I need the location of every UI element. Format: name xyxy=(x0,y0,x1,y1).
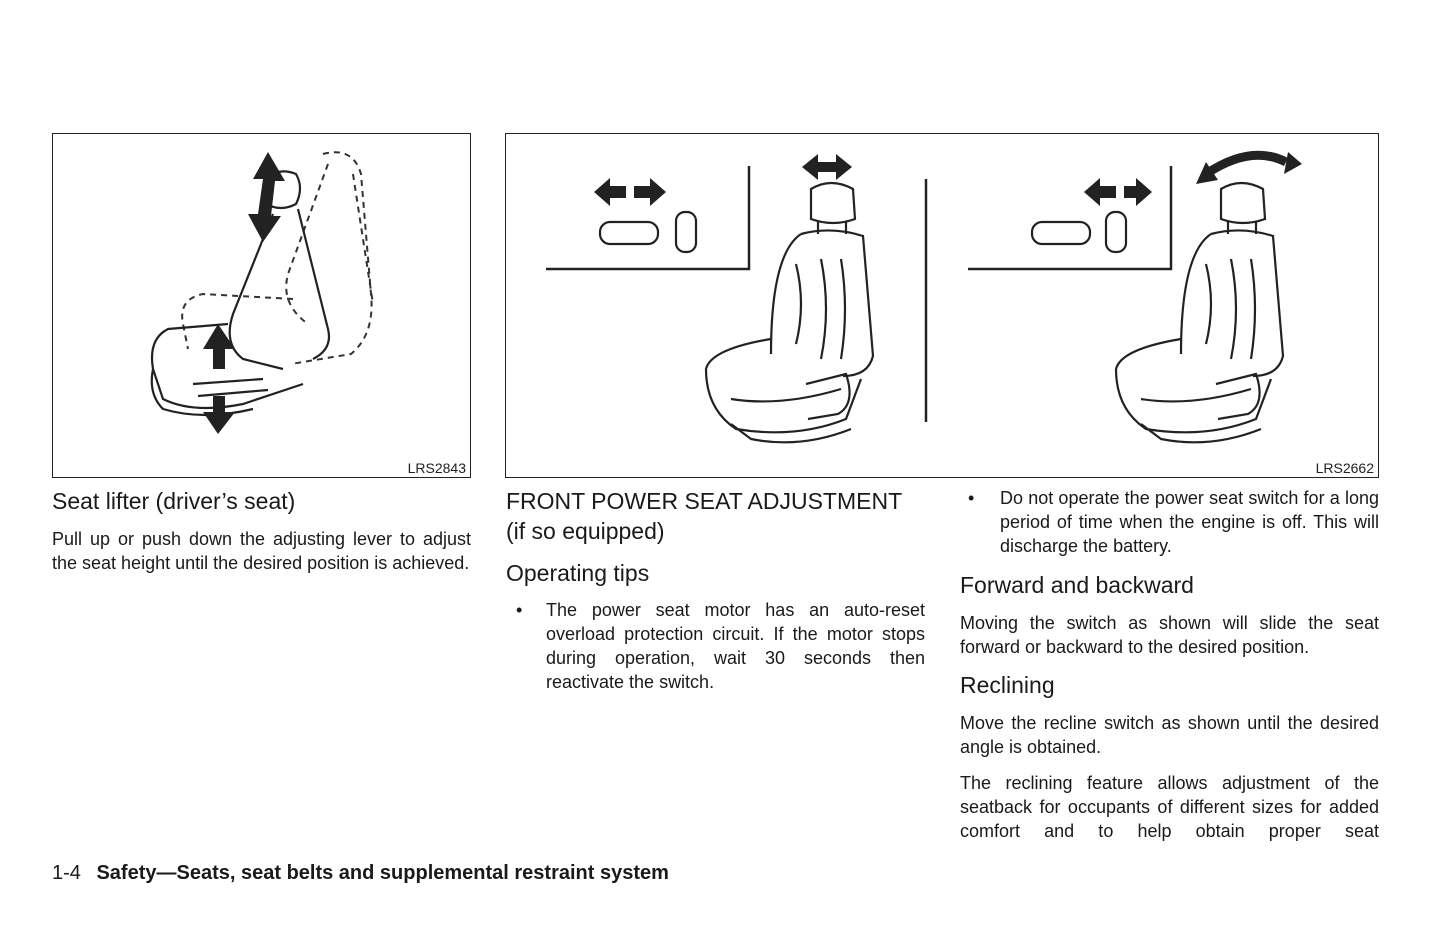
middle-column xyxy=(506,486,925,694)
bullet-text: The power seat motor has an auto-reset overload protection circuit. If the motor stops during operation, wait 30 seconds then reactivate the switch. xyxy=(546,600,925,692)
list-item xyxy=(920,486,1379,558)
battery-warning-list xyxy=(920,486,1379,558)
figure-code-left: LRS2843 xyxy=(407,460,466,476)
figure-seat-lifter xyxy=(52,133,471,478)
chapter-title: Safety—Seats, seat belts and supplemental restraint system xyxy=(96,862,669,884)
reclining-heading: Reclining xyxy=(960,672,1055,698)
power-seat-illustration xyxy=(506,134,1377,474)
list-item xyxy=(506,598,925,694)
bullet-text: Do not operate the power seat switch for a long period of time when the engine is off. This will discharge the battery. xyxy=(1000,488,1379,556)
section-title-line1: FRONT POWER SEAT ADJUSTMENT xyxy=(506,488,903,514)
figure-code-right: LRS2662 xyxy=(1315,460,1374,476)
forward-backward-body: Moving the switch as shown will slide the seat forward or backward to the desired position. xyxy=(960,613,1379,657)
page-footer xyxy=(52,860,669,886)
seat-lifter-illustration xyxy=(53,134,469,474)
bullet-icon: • xyxy=(516,600,523,620)
bullet-icon: • xyxy=(968,488,975,508)
reclining-body-1: Move the recline switch as shown until the desired angle is obtained. xyxy=(960,713,1379,757)
seat-lifter-body: Pull up or push down the adjusting lever to adjust the seat height until the desired position is achieved. xyxy=(52,529,471,573)
operating-tips-list xyxy=(506,598,925,694)
section-title-line2: (if so equipped) xyxy=(506,518,665,544)
forward-backward-heading: Forward and backward xyxy=(960,572,1194,598)
reclining-panel xyxy=(968,152,1302,442)
figure-power-seat xyxy=(505,133,1379,478)
right-column xyxy=(960,486,1379,843)
reclining-body-2: The reclining feature allows adjustment of the seatback for occupants of different sizes for added comfort and to help obtain proper seat xyxy=(960,773,1379,841)
left-column xyxy=(52,486,471,575)
forward-backward-panel xyxy=(546,154,873,442)
operating-tips-heading: Operating tips xyxy=(506,560,650,586)
page-number: 1-4 xyxy=(52,862,81,884)
seat-lifter-heading: Seat lifter (driver’s seat) xyxy=(52,488,296,514)
